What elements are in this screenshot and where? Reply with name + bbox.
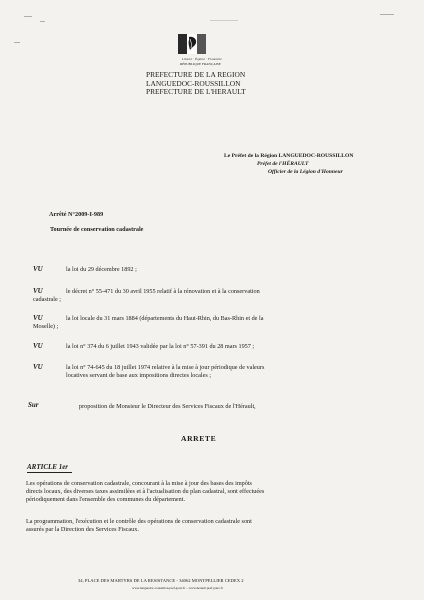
sur-text: proposition de Monsieur le Directeur des Services Fiscaux de l'Hérault, [79,403,256,410]
visa-line: la loi du 29 décembre 1892 ; [66,266,137,273]
signatory-line-1: Le Préfet de la Région LANGUEDOC-ROUSSILLON [224,153,354,159]
visa-text [66,288,396,296]
visa-label: VU [33,363,43,371]
footer-address: 34, PLACE DES MARTYRS DE LA RESISTANCE - 34062 MONTPELLIER CEDEX 2 [78,578,244,583]
visa-line: Moselle) ; [33,323,59,330]
scan-speck [210,20,238,21]
visa-line: cadastrale ; [33,296,61,303]
scan-speck [380,14,394,15]
visa-line: la loi locale du 31 mars 1884 (départements du Haut-Rhin, du Bas-Rhin et de la [66,315,264,322]
visa-text [33,296,363,304]
scan-speck [14,42,20,43]
footer-web: www.languedoc-roussillon.pref.gouv.fr – www.herault.pref.gouv.fr [132,586,223,590]
visa-label: VU [33,342,43,350]
visa-text [33,323,363,331]
sur-label: Sur [28,401,39,409]
scan-speck [24,16,32,17]
prefecture-line: LANGUEDOC-ROUSSILLON [146,78,241,88]
decree-subject: Tournée de conservation cadastrale [50,226,144,233]
visa-text [66,372,396,380]
visa-label: VU [33,265,43,273]
prefecture-line: PREFECTURE DE LA REGION [146,70,246,79]
signatory-line-3: Officier de la Légion d'Honneur [268,169,343,175]
visa-text [66,315,396,323]
republic-motto: Liberté · Égalité · Fraternité [182,57,222,61]
paragraph-line: directs locaux, des diverses taxes assimilées et à l'actualisation du plan cadastral, sont effectuées [26,488,265,496]
visa-line: locatives servant de base aux impositions directes locales ; [66,372,212,379]
signatory-line-2: Préfet de l'HÉRAULT [257,161,309,167]
decree-number: Arrêté N°2009-I-989 [49,211,104,218]
visa-line: le décret n° 55-471 du 30 avril 1955 relatif à la rénovation et à la conservation [66,288,260,295]
paragraph-line: assurés par la Direction des Services Fiscaux. [26,526,139,534]
paragraph-line: La programmation, l'exécution et le contrôle des opérations de conservation cadastrale sont [26,518,252,525]
visa-label: VU [33,287,43,295]
visa-text [66,364,396,372]
marianne-logo [178,34,206,54]
visa-text [66,343,396,351]
prefecture-line: PREFECTURE DE L'HERAULT [146,87,246,97]
paragraph-line: périodiquement dans l'ensemble des communes du département. [26,496,186,504]
article-1-underline [27,472,72,473]
visa-line: la loi n° 374 du 6 juillet 1943 validée par la loi n° 57-391 du 28 mars 1957 ; [66,343,255,350]
prefecture-block [146,71,246,97]
arrete-title: ARRETE [181,434,217,443]
article-1-paragraph-1 [26,480,396,505]
visa-text [66,266,396,274]
scan-speck [40,21,45,22]
republic-name: RÉPUBLIQUE FRANÇAISE [180,62,221,66]
paragraph-line: Les opérations de conservation cadastrale, concourant à la mise à jour des bases des impôts [26,480,252,487]
article-1-label: ARTICLE 1er [27,463,69,471]
visa-line: la loi n° 74-645 du 18 juillet 1974 relative à la mise à jour périodique de valeurs [66,364,265,371]
visa-label: VU [33,314,43,322]
article-1-paragraph-2 [26,518,396,534]
